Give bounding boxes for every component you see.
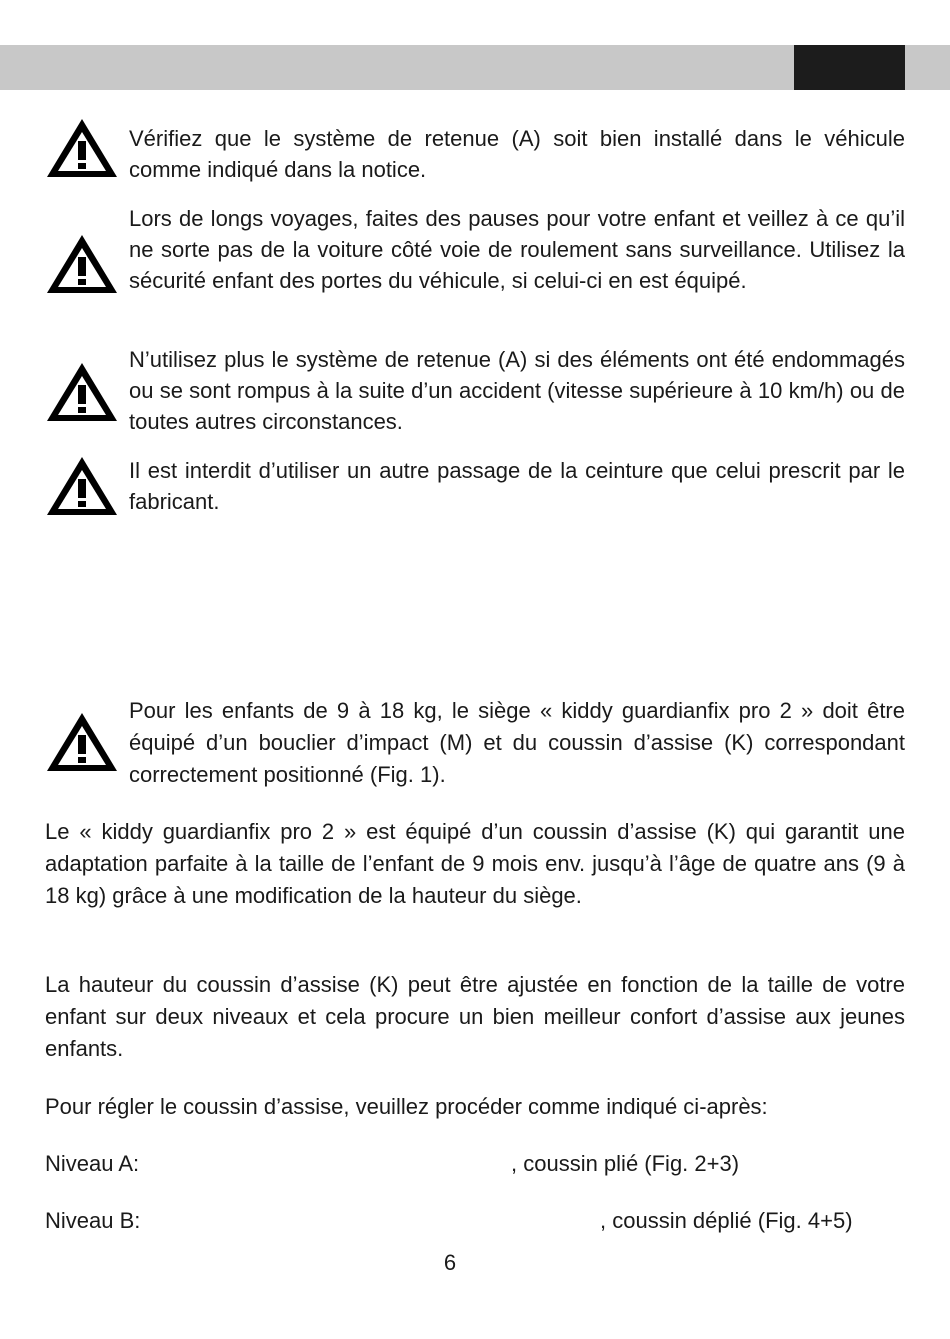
level-b-label: Niveau B: <box>45 1208 141 1233</box>
warning-triangle-icon <box>44 710 124 774</box>
warning-triangle-icon <box>44 232 124 296</box>
level-a-label: Niveau A: <box>45 1151 140 1176</box>
warning-triangle-icon <box>44 360 124 424</box>
body-paragraph-2: La hauteur du coussin d’assise (K) peut être ajustée en fonction de la taille de votre enfant sur deux niveaux et cela procure un bien meilleur confort d’assise aux jeunes enfants. <box>45 972 905 1061</box>
warning-text-2: Lors de longs voyages, faites des pauses pour votre enfant et veillez à ce qu’il ne sorte pas de la voiture côté voie de roulement sans surveillance. Utilisez la sécurité enfant des portes du véhicule, si celui-ci en est équipé. <box>129 206 905 293</box>
warning-triangle-icon <box>44 454 124 518</box>
level-a-description: , coussin plié (Fig. 2+3) <box>511 1151 740 1176</box>
warning-triangle-icon <box>44 116 124 180</box>
page-number: 6 <box>443 1250 457 1275</box>
body-paragraph-1: Le « kiddy guardianfix pro 2 » est équipé d’un coussin d’assise (K) qui garantit une adaptation parfaite à la taille de l’enfant de 9 mois env. jusqu’à l’âge de quatre ans (9 à 18 kg) grâce à une modification de la hauteur du siège. <box>45 819 905 908</box>
warning-text-1: Vérifiez que le système de retenue (A) soit bien installé dans le véhicule comme indiqué dans la notice. <box>129 126 905 182</box>
warning-text-5: Pour les enfants de 9 à 18 kg, le siège « kiddy guardianfix pro 2 » doit être équipé d’un bouclier d’impact (M) et du coussin d’assise (K) correspondant correctement positionné (Fig. 1). <box>129 698 905 787</box>
header-tab <box>794 45 905 90</box>
level-b-description: , coussin déplié (Fig. 4+5) <box>600 1208 853 1233</box>
warning-text-4: Il est interdit d’utiliser un autre passage de la ceinture que celui prescrit par le fabricant. <box>129 458 905 514</box>
warning-text-3: N’utilisez plus le système de retenue (A) si des éléments ont été endommagés ou se sont rompus à la suite d’un accident (vitesse supérieure à 10 km/h) ou de toutes autres circonstances. <box>129 347 905 434</box>
body-paragraph-3: Pour régler le coussin d’assise, veuillez procéder comme indiqué ci-après: <box>45 1094 768 1119</box>
